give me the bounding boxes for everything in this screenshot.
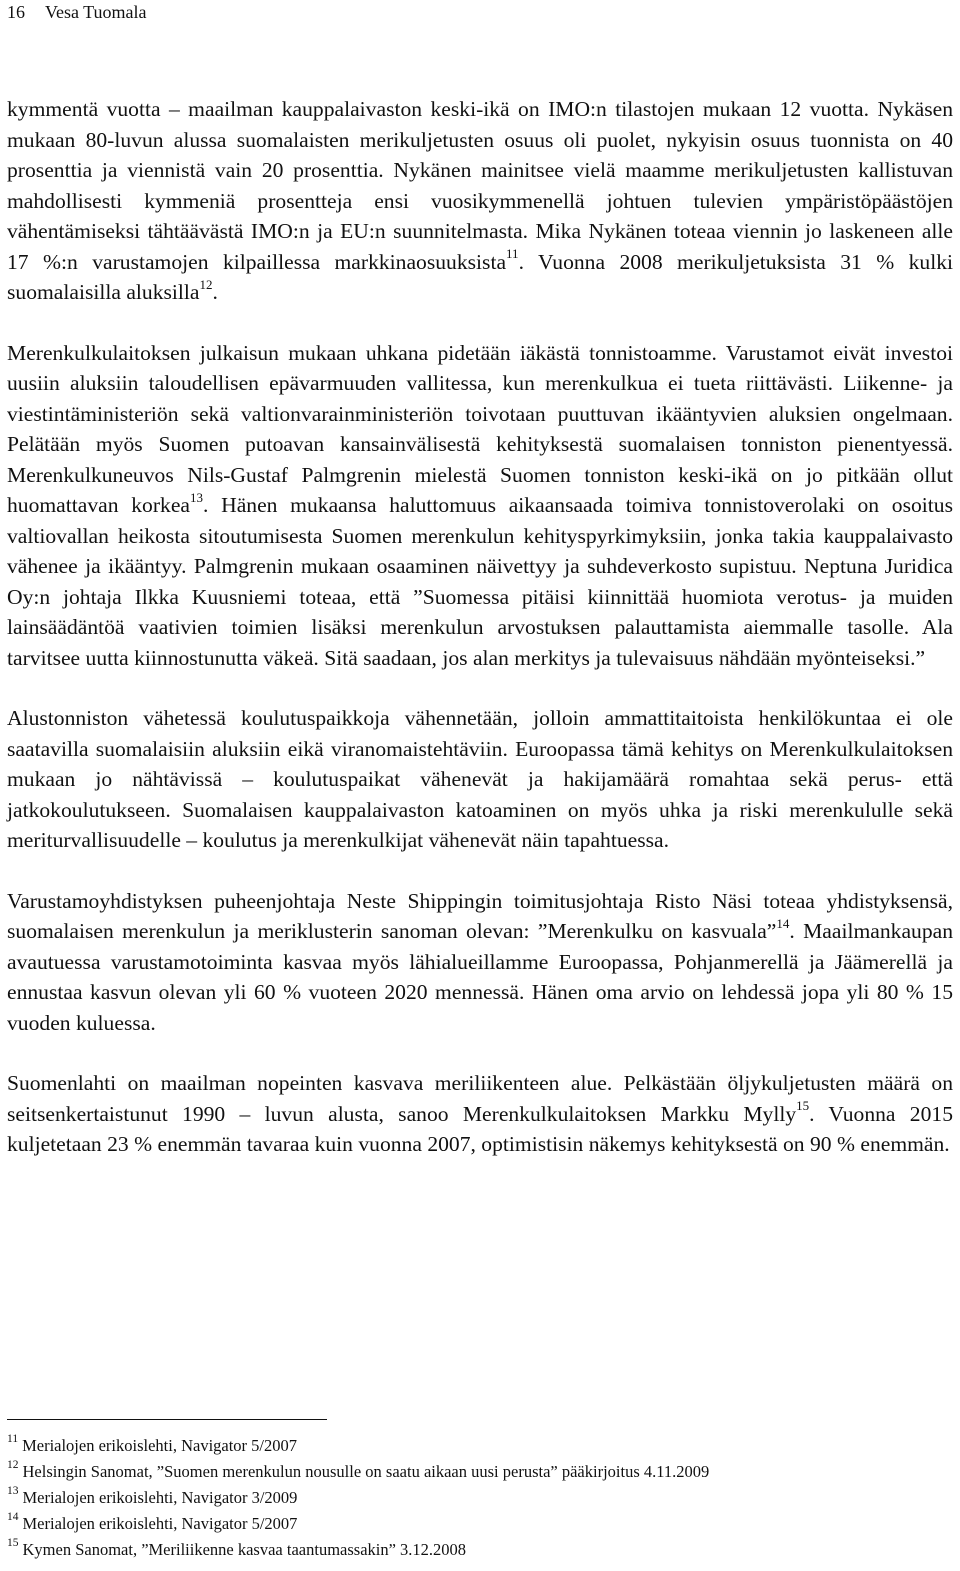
footnote-divider — [7, 1419, 327, 1420]
footnote-ref: 15 — [796, 1098, 810, 1114]
paragraph — [7, 1068, 953, 1160]
paragraph-text: . Maailmankaupan avautuessa varustamotoiminta kasvaa myös lähialueillamme Euroopassa, Pohjanmerellä ja Jäämerellä ja ennustaa kasvun olevan yli 60 % vuoteen 2020 mennessä. Hänen oma arvio on lehdessä jopa yli 80 % 15 vuoden kuluessa. — [7, 919, 953, 1035]
paragraph-text: Merenkulkulaitoksen julkaisun mukaan uhkana pidetään iäkästä tonnistoamme. Varustamot eivät investoi uusiin aluksiin taloudellisen epävarmuuden vallitessa, kun merenkulkua ei tueta riittävästi. Liikenne- ja viestintäministeriön sekä valtionvarainministeriön toivotaan puuttuvan ikääntyvien aluksien ongelmaan. Pelätään myös Suomen putoavan kansainvälisestä kehityksestä suomalaisen tonniston pienentyessä. Merenkulkuneuvos Nils-Gustaf Palmgrenin mielestä Suomen tonniston keski-ikä on jo pitkään ollut huomattavan korkea — [7, 340, 953, 517]
paragraph-text: kymmentä vuotta – maailman kauppalaivaston keski-ikä on IMO:n tilastojen mukaan 12 vuotta. Nykäsen mukaan 80-luvun alussa suomalaisten merikuljetusten osuus oli puolet, nykyisin osuus tuonnista on 40 prosenttia ja viennistä vain 20 prosenttia. Nykänen mainitsee vielä maamme merikuljetusten kallistuvan mahdollisesti kymmeniä prosentteja ensi vuosikymmenellä johtuen tulevien ympäristöpäästöjen vähentämiseksi tähtäävästä IMO:n ja EU:n suunnitelmasta. Mika Nykänen toteaa viennin jo laskeneen alle 17 %:n varustamojen kilpaillessa markkinaosuuksista — [7, 97, 953, 274]
paragraph — [7, 886, 953, 1039]
paragraph-text: Alustonniston vähetessä koulutuspaikkoja vähennetään, jolloin ammattitaitoista henkilökuntaa ei ole saatavilla suomalaisiin aluksiin eikä viranomaistehtäviin. Euroopassa tämä kehitys on Merenkulkulaitoksen mukaan jo nähtävissä – koulutuspaikat vähenevät ja hakijamäärä romahtaa sekä perus- että jatkokoulutukseen. Suomalaisen kauppalaivaston katoaminen on myös uhka ja riski merenkululle sekä meriturvallisuudelle – koulutus ja merenkulkijat vähenevät näin tapahtuessa. — [7, 706, 953, 852]
footnote-text: Helsingin Sanomat, ”Suomen merenkulun nousulle on saatu aikaan uusi perusta” pääkirjoitus 4.11.2009 — [22, 1462, 710, 1481]
paragraph-text: . — [212, 280, 218, 304]
footnote — [7, 1537, 709, 1563]
footnote — [7, 1511, 709, 1537]
paragraph-text: Suomenlahti on maailman nopeinten kasvava meriliikenteen alue. Pelkästään öljykuljetusten määrä on seitsenkertaistunut 1990 – luvun alusta, sanoo Merenkulkulaitoksen Markku Mylly — [7, 1071, 953, 1126]
footnote-text: Merialojen erikoislehti, Navigator 5/2007 — [22, 1514, 298, 1533]
footnote-number: 12 — [7, 1458, 19, 1471]
paragraph — [7, 703, 953, 856]
footnote — [7, 1459, 709, 1485]
footnote-text: Merialojen erikoislehti, Navigator 5/2007 — [22, 1436, 298, 1455]
paragraph-text: Varustamoyhdistyksen puheenjohtaja Neste Shippingin toimitusjohtaja Risto Näsi toteaa yhdistyksensä, suomalaisen merenkulun ja meriklusterin sanoman olevan: ”Merenkulku on kasvuala” — [7, 888, 953, 943]
footnote-text: Kymen Sanomat, ”Meriliikenne kasvaa taantumassakin” 3.12.2008 — [22, 1540, 467, 1559]
page-header — [7, 2, 147, 23]
paragraph-text: . Vuonna 2015 kuljetetaan 23 % enemmän tavaraa kuin vuonna 2007, optimistisin näkemys kehityksestä on 90 % enemmän. — [7, 1101, 953, 1156]
footnote-ref: 12 — [199, 276, 213, 292]
running-author: Vesa Tuomala — [45, 2, 147, 22]
paragraph — [7, 338, 953, 674]
footnote-number: 11 — [7, 1432, 19, 1445]
footnote-number: 15 — [7, 1536, 19, 1549]
footnote-ref: 14 — [776, 915, 790, 931]
body-text — [7, 94, 953, 1190]
footnote-ref: 11 — [506, 246, 519, 262]
paragraph-text: . Hänen mukaansa haluttomuus aikaansaada toimiva tonnistoverolaki on osoitus valtiovallan heikosta sitoutumisesta Suomen merenkulun kehityspyrkimyksiin, jonka takia kauppalaivasto vähenee ja ikääntyy. Palmgrenin mukaan osaaminen näivettyy ja suhdeverkosto supistuu. Neptuna Juridica Oy:n johtaja Ilkka Kuusniemi toteaa, että ”Suomessa pitäisi kiinnittää huomiota verotus- ja muiden lainsäädäntöä vaativien toimien lisäksi merenkulun arvostuksen palauttamista aiemmalle tasolle. Ala tarvitsee uutta kiinnostunutta väkeä. Sitä saadaan, jos alan merkitys ja tulevaisuus nähdään myönteiseksi.” — [7, 493, 953, 670]
footnote-number: 14 — [7, 1510, 19, 1523]
footnote — [7, 1485, 709, 1511]
footnote-number: 13 — [7, 1484, 19, 1497]
paragraph — [7, 94, 953, 308]
footnote — [7, 1433, 709, 1459]
footnotes — [7, 1433, 709, 1563]
page-number: 16 — [7, 2, 25, 22]
paragraph-text: . Vuonna 2008 merikuljetuksista 31 % kulki suomalaisilla aluksilla — [7, 249, 953, 304]
footnote-ref: 13 — [190, 489, 203, 505]
footnote-text: Merialojen erikoislehti, Navigator 3/2009 — [22, 1488, 298, 1507]
